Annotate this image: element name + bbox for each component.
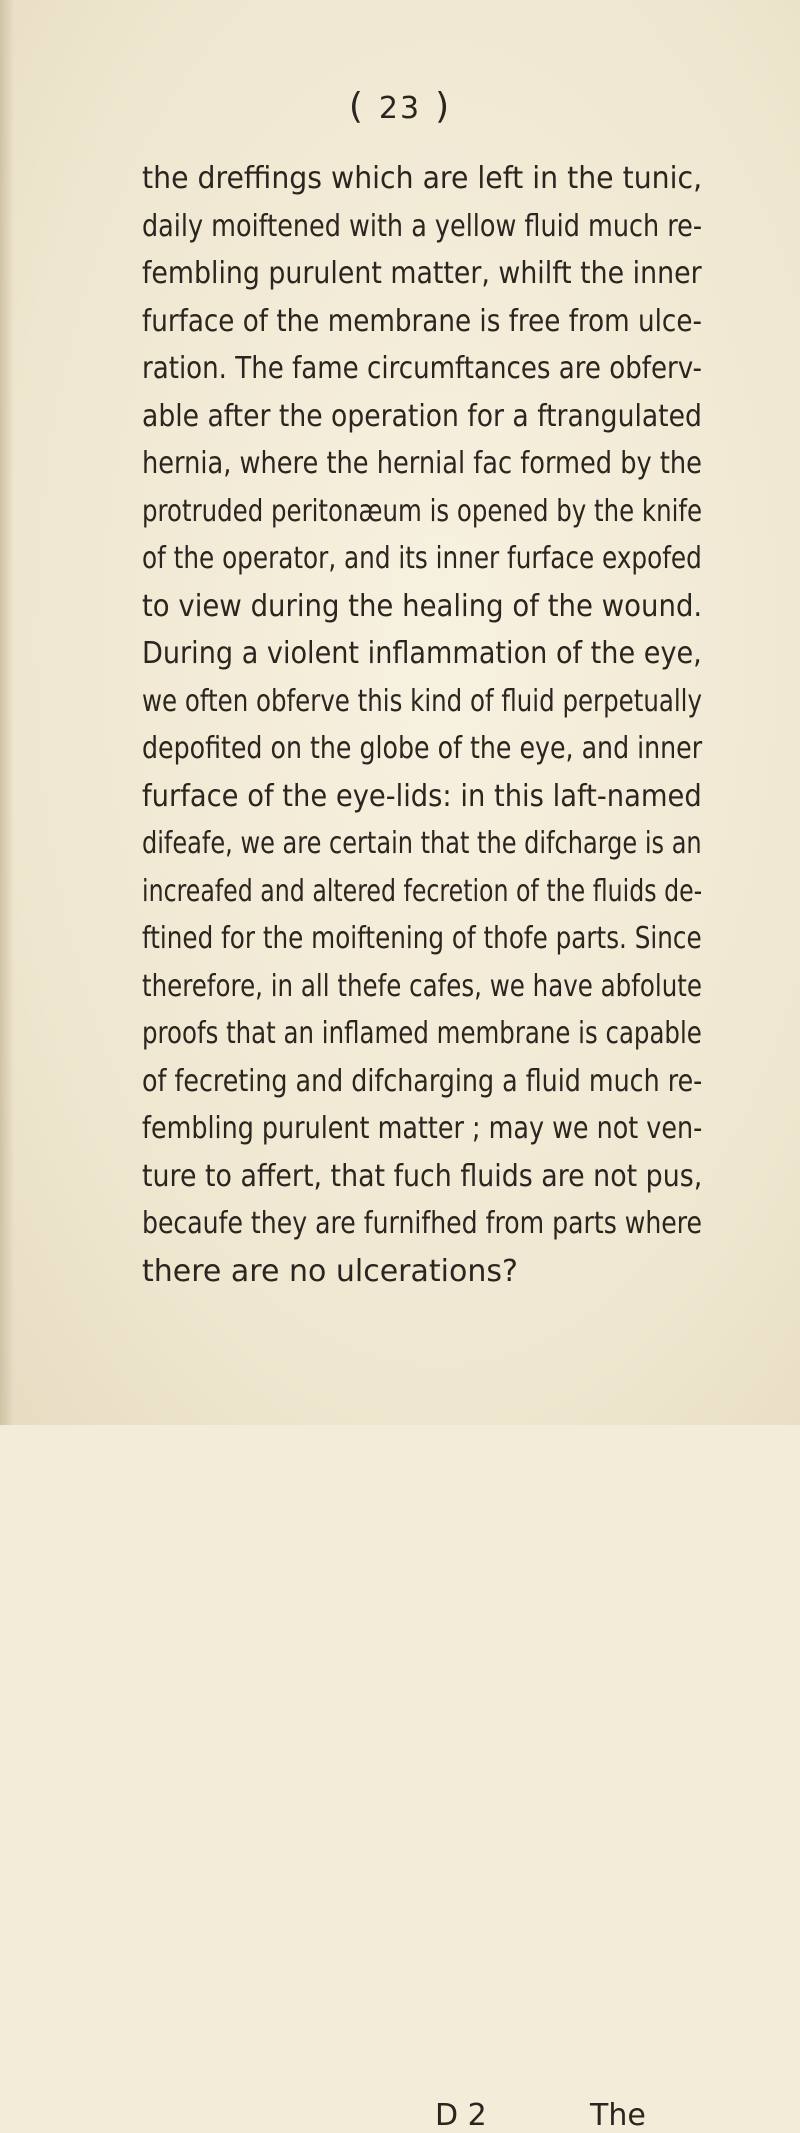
text-line: difeafe, we are certain that the difcharge is an xyxy=(142,826,702,861)
text-line: During a violent inflammation of the eye, xyxy=(142,636,702,671)
page-header xyxy=(0,86,800,127)
text-line: of the operator, and its inner furface expofed xyxy=(142,541,702,576)
text-line: daily moiftened with a yellow fluid much re- xyxy=(142,208,703,244)
text-line: proofs that an inflamed membrane is capable xyxy=(142,1016,702,1051)
header-close-paren: ) xyxy=(435,86,452,127)
body-text xyxy=(142,155,702,1295)
text-line: furface of the membrane is free from ulce- xyxy=(142,303,702,339)
text-line: there are no ulcerations? xyxy=(142,1253,518,1289)
text-line: fembling purulent matter, whilft the inner xyxy=(142,256,702,291)
text-line: ration. The fame circumftances are obferv- xyxy=(142,351,702,386)
text-line: protruded peritonæum is opened by the knife xyxy=(142,493,703,529)
signature-mark: D 2 xyxy=(435,2098,487,2133)
text-line: hernia, where the hernial fac formed by the xyxy=(142,446,702,481)
text-line: able after the operation for a ftrangulated xyxy=(142,398,702,434)
text-line: depofited on the globe of the eye, and inner xyxy=(142,731,703,766)
text-line: therefore, in all thefe cafes, we have abfolute xyxy=(142,968,702,1004)
page-number: 23 xyxy=(378,91,422,126)
header-open-paren: ( xyxy=(348,86,365,127)
gutter-shadow xyxy=(0,0,14,1425)
text-line: ftined for the moiftening of thofe parts. Since xyxy=(142,921,702,956)
text-line: fembling purulent matter ; may we not ven- xyxy=(142,1111,703,1146)
text-line: we often obferve this kind of fluid perpetually xyxy=(142,683,702,719)
text-line: furface of the eye-lids: in this laft-named xyxy=(142,778,702,814)
text-line: of fecreting and difcharging a fluid much re- xyxy=(142,1063,703,1099)
text-line: ture to affert, that fuch fluids are not pus, xyxy=(142,1158,703,1194)
text-line: the dreffings which are left in the tunic, xyxy=(142,161,703,196)
text-line: increafed and altered fecretion of the fluids de- xyxy=(142,873,703,909)
catchword: The xyxy=(590,2098,646,2133)
text-line: to view during the healing of the wound. xyxy=(142,588,703,624)
text-line: becaufe they are furnifhed from parts where xyxy=(142,1206,703,1241)
